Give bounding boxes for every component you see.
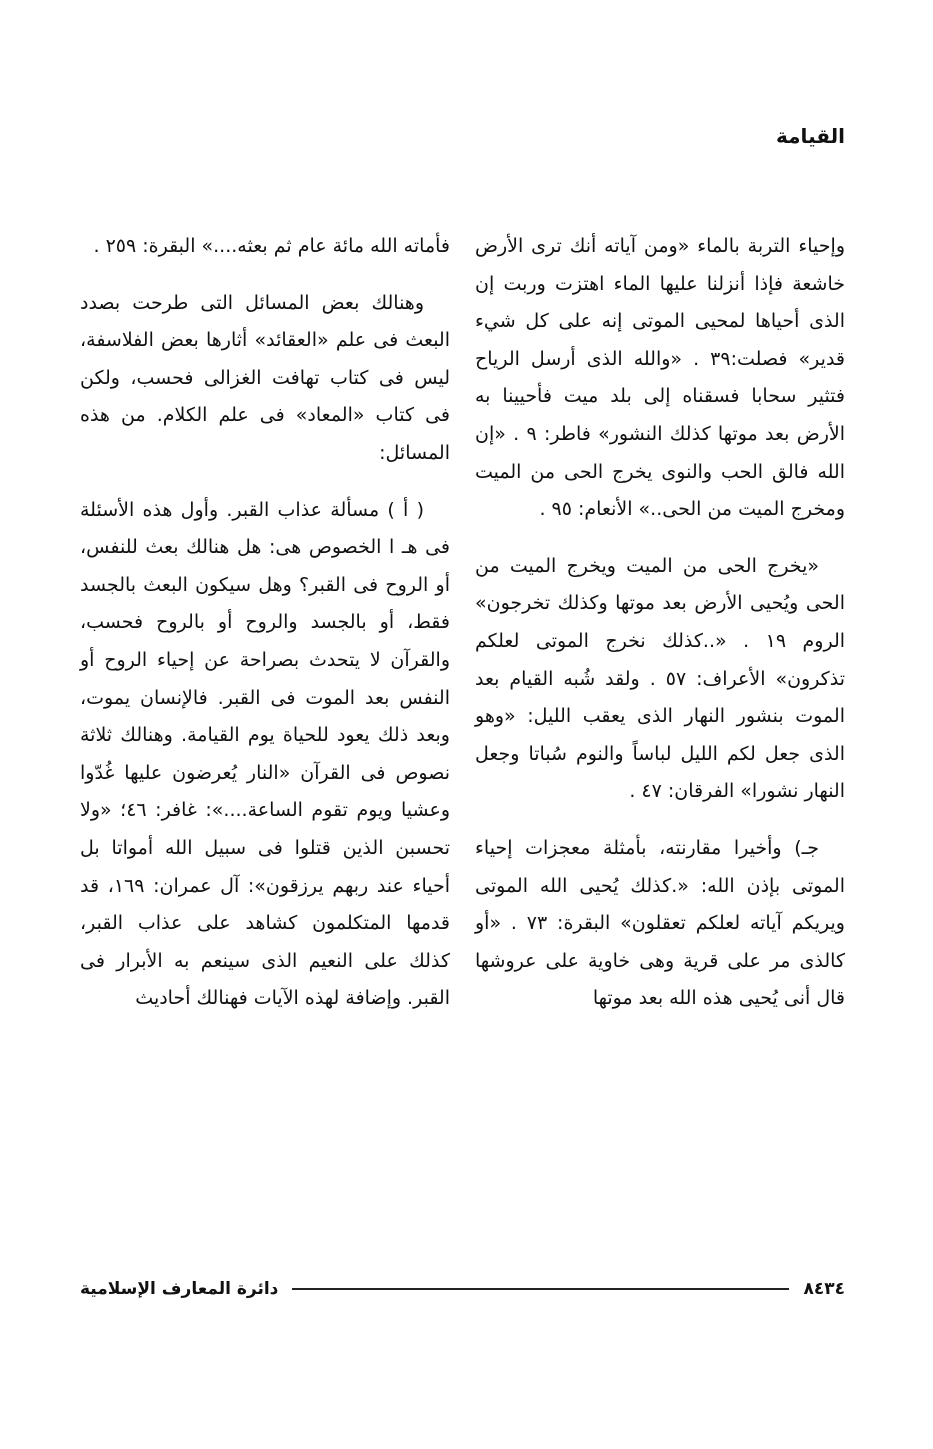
right-column xyxy=(475,228,845,1018)
footer-divider xyxy=(292,1288,789,1290)
paragraph: جـ) وأخيرا مقارنته، بأمثلة معجزات إحياء الموتى بإذن الله: «.كذلك يُحيى الله الموتى ويريكم آياته لعلكم تعقلون» البقرة: ٧٣ . «أو كالذى مر على قرية وهى خاوية على عروشها قال أنى يُحيى هذه الله بعد موتها xyxy=(475,836,845,1010)
paragraph: «يخرج الحى من الميت ويخرج الميت من الحى ويُحيى الأرض بعد موتها وكذلك تخرجون» الروم ١٩ . «..كذلك نخرج الموتى لعلكم تذكرون» الأعراف: ٥٧ . ولقد شُبه القيام بعد الموت بنشور النهار الذى يعقب الليل: «وهو الذى جعل لكم الليل لباساً والنوم سُباتا وجعل النهار نشورا» الفرقان: ٤٧ . xyxy=(475,554,846,803)
paragraph: ( أ ) مسألة عذاب القبر. وأول هذه الأسئلة فى هـ ا الخصوص هى: هل هنالك بعث للنفس، أو الروح فى القبر؟ وهل سيكون البعث بالجسد فقط، أو بالجسد والروح أو بالروح فحسب، والقرآن لا يتحدث بصراحة عن إحياء الروح أو النفس بعد الموت فى القبر. فالإنسان يموت، وبعد ذلك يعود للحياة يوم القيامة. وهنالك ثلاثة نصوص فى القرآن «النار يُعرضون عليها غُدّوا وعشيا ويوم تقوم الساعة....»: غافر: ٤٦؛ «ولا تحسبن الذين قتلوا فى سبيل الله أمواتا بل أحياء عند ربهم يرزقون»: آل عمران: ١٦٩، قد قدمها المتكلمون كشاهد على عذاب القبر، كذلك على النعيم الذى سينعم به الأبرار فى القبر. وإضافة لهذه الآيات فهنالك أحاديث xyxy=(80,498,450,1010)
paragraph: وإحياء التربة بالماء «ومن آياته أنك ترى الأرض خاشعة فإذا أنزلنا عليها الماء اهتزت وربت إن الذى أحياها لمحيى الموتى إنه على كل شيء قدير» فصلت:٣٩ . «والله الذى أرسل الرياح فتثير سحابا فسقناه إلى بلد ميت فأحيينا به الأرض بعد موتها كذلك النشور» فاطر: ٩ . «إن الله فالق الحب والنوى يخرج الحى من الميت ومخرج الميت من الحى..» الأنعام: ٩٥ . xyxy=(475,235,845,521)
page-title: القيامة xyxy=(776,124,845,148)
paragraph: فأماته الله مائة عام ثم بعثه....» البقرة: ٢٥٩ . xyxy=(93,235,450,257)
left-column xyxy=(80,228,450,1018)
publication-title: دائرة المعارف الإسلامية xyxy=(80,1279,279,1299)
paragraph: وهنالك بعض المسائل التى طرحت بصدد البعث فى علم «العقائد» أثارها بعض الفلاسفة، ليس فى كتاب تهافت الغزالى فحسب، ولكن فى كتاب «المعاد» فى علم الكلام. من هذه المسائل: xyxy=(80,291,450,464)
page-footer xyxy=(80,1272,845,1306)
page-number: ٨٤٣٤ xyxy=(803,1279,845,1299)
